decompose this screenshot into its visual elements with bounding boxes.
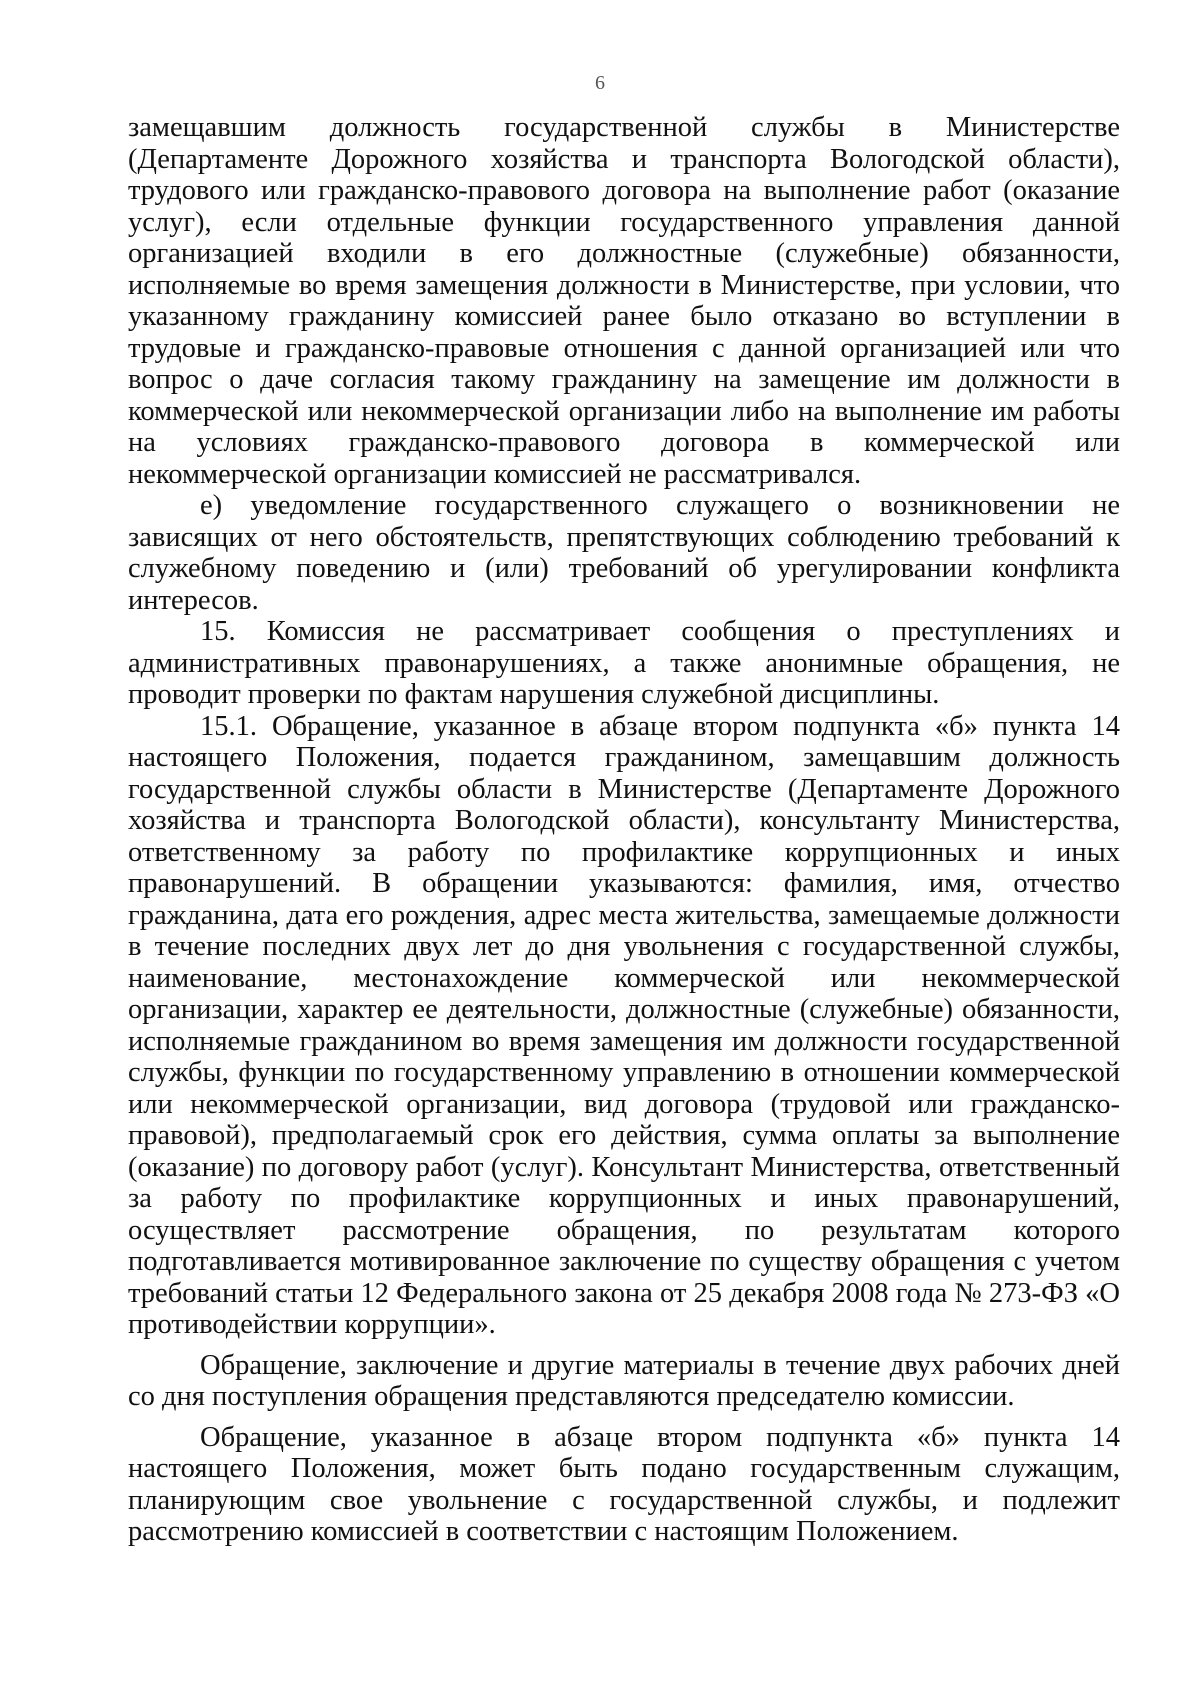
paragraph-item-e: е) уведомление государственного служащего о возникновении не зависящих от него обстоятельств, препятствующих соблюдению требований к служебному поведению и (или) требований об урегулировании конфликта интересов. <box>128 490 1120 616</box>
paragraph-15: 15. Комиссия не рассматривает сообщения о преступлениях и административных правонарушениях, а также анонимные обращения, не проводит проверки по фактам нарушения служебной дисциплины. <box>128 616 1120 710</box>
paragraph-continuation: замещавшим должность государственной службы в Министерстве (Департаменте Дорожного хозяйства и транспорта Вологодской области), трудового или гражданско-правового договора на выполнение работ (оказание услуг), если отдельные функции государственного управления данной организацией входили в его должностные (служебные) обязанности, исполняемые во время замещения должности в Министерстве, при условии, что указанному гражданину комиссией ранее было отказано во вступлении в трудовые и гражданско-правовые отношения с данной организацией или что вопрос о даче согласия такому гражданину на замещение им должности в коммерческой или некоммерческой организации либо на выполнение им работы на условиях гражданско-правового договора в коммерческой или некоммерческой организации комиссией не рассматривался. <box>128 112 1120 490</box>
paragraph-materials: Обращение, заключение и другие материалы в течение двух рабочих дней со дня поступления обращения представляются председателю комиссии. <box>128 1349 1120 1412</box>
document-body <box>128 112 1120 1548</box>
paragraph-15-1: 15.1. Обращение, указанное в абзаце втором подпункта «б» пункта 14 настоящего Положения, подается гражданином, замещавшим должность государственной службы области в Министерстве (Департаменте Дорожного хозяйства и транспорта Вологодской области), консультанту Министерства, ответственному за работу по профилактике коррупционных и иных правонарушений. В обращении указываются: фамилия, имя, отчество гражданина, дата его рождения, адрес места жительства, замещаемые должности в течение последних двух лет до дня увольнения с государственной службы, наименование, местонахождение коммерческой или некоммерческой организации, характер ее деятельности, должностные (служебные) обязанности, исполняемые гражданином во время замещения им должности государственной службы, функции по государственному управлению в отношении коммерческой или некоммерческой организации, вид договора (трудовой или гражданско-правовой), предполагаемый срок его действия, сумма оплаты за выполнение (оказание) по договору работ (услуг). Консультант Министерства, ответственный за работу по профилактике коррупционных и иных правонарушений, осуществляет рассмотрение обращения, по результатам которого подготавливается мотивированное заключение по существу обращения с учетом требований статьи 12 Федерального закона от 25 декабря 2008 года № 273-ФЗ «О противодействии коррупции». <box>128 710 1120 1340</box>
paragraph-appeal-servant: Обращение, указанное в абзаце втором подпункта «б» пункта 14 настоящего Положения, может быть подано государственным служащим, планирующим свое увольнение с государственной службы, и подлежит рассмотрению комиссией в соответствии с настоящим Положением. <box>128 1421 1120 1547</box>
page-number: 6 <box>595 72 605 94</box>
